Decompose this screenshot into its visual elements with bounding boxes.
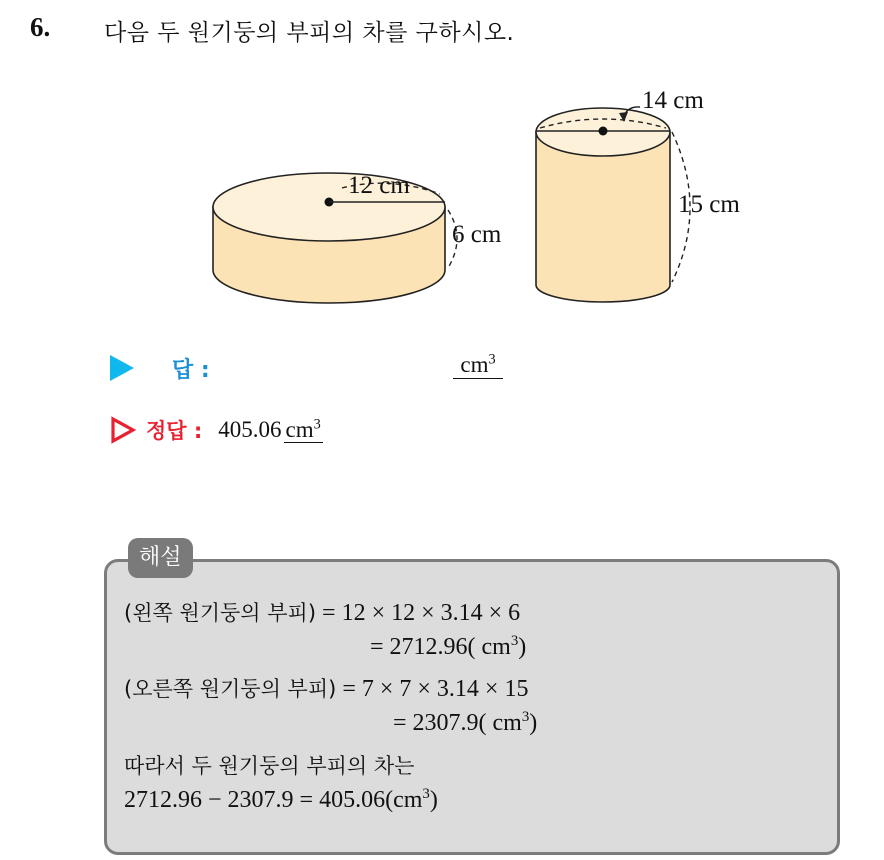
solution-line-2-expr: = 2712.96( cm: [370, 634, 511, 660]
right-cylinder: [536, 87, 740, 302]
answer-unit-exponent: 3: [488, 351, 496, 368]
cylinders-figure: [200, 80, 780, 320]
right-cylinder-center-dot: [599, 127, 608, 136]
solution-line-6-exponent: 3: [422, 786, 430, 803]
solution-line-6: [124, 787, 438, 814]
solution-line-4-exponent: 3: [521, 709, 530, 726]
answer-blank[interactable]: [453, 352, 503, 379]
solution-line-2: [370, 634, 526, 661]
question-number: 6.: [30, 12, 51, 42]
solution-tag: 해설: [128, 538, 193, 578]
right-cylinder-side: [536, 132, 670, 302]
left-radius-label: 12 cm: [348, 172, 410, 199]
solution-line-1-expr: = 12 × 12 × 3.14 × 6: [322, 600, 521, 626]
right-height-label: 15 cm: [678, 191, 740, 218]
question-text: 다음 두 원기둥의 부피의 차를 구하시오.: [104, 20, 515, 46]
left-cylinder-top: [213, 173, 445, 241]
solution-line-6-close: ): [429, 787, 438, 813]
solution-line-2-close: ): [518, 634, 527, 660]
correct-answer-label: 정답 :: [146, 419, 203, 443]
solution-line-4-close: ): [529, 710, 538, 736]
answer-unit: cm: [460, 352, 489, 377]
right-diameter-label: 14 cm: [642, 87, 704, 114]
solution-line-4-expr: = 2307.9( cm: [393, 710, 522, 736]
left-cylinder: [213, 172, 502, 303]
solution-line-5: [124, 750, 414, 780]
correct-answer-unit: cm: [285, 417, 314, 442]
correct-arrow-icon: [110, 416, 136, 444]
solution-line-1: [124, 597, 520, 627]
correct-answer-unit-exponent: 3: [313, 416, 321, 433]
left-height-label: 6 cm: [452, 221, 502, 248]
solution-line-3-label: (오른쪽 원기둥의 부피): [124, 677, 337, 701]
correct-answer-unit-group: [284, 417, 323, 443]
solution-line-5-text: 따라서 두 원기둥의 부피의 차는: [124, 754, 415, 778]
correct-answer-value: 405.06: [218, 417, 282, 442]
correct-answer-row: [110, 412, 323, 448]
answer-arrow-icon: [110, 355, 134, 381]
solution-line-1-label: (왼쪽 원기둥의 부피): [124, 601, 317, 625]
answer-row: [110, 350, 530, 386]
solution-line-6-expr: 2712.96 − 2307.9 = 405.06(cm: [124, 787, 423, 813]
solution-line-3: [124, 673, 528, 703]
solution-line-4: [393, 710, 537, 737]
correct-answer-value-group: [218, 417, 322, 443]
solution-line-2-exponent: 3: [510, 633, 519, 650]
answer-label: 답 :: [172, 357, 210, 383]
solution-line-3-expr: = 7 × 7 × 3.14 × 15: [342, 676, 529, 702]
